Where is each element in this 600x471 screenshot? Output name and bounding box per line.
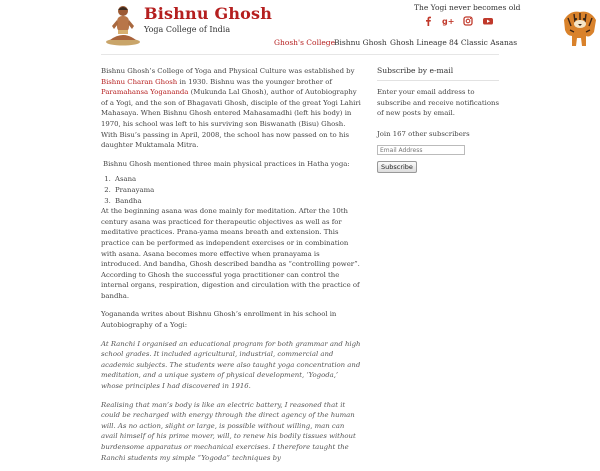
widget-description: Enter your email address to subscribe and receive notifications of new posts by email. xyxy=(377,88,499,118)
site-title[interactable]: Bishnu Ghosh xyxy=(144,4,273,23)
email-input[interactable] xyxy=(377,145,465,155)
nav-divider xyxy=(101,54,499,55)
list-item: 2. Pranayama xyxy=(113,185,362,196)
site-header xyxy=(0,0,600,54)
quote-paragraph: At Ranchi I organised an educational program for both grammar and high school grades. It included agricultural, industrial, commercial and academic subjects. The students were also taught yoga concentration and meditation, and a unique system of physical development, ‘Yogoda,’ whose principles I had discovered in 1916. xyxy=(101,339,361,391)
youtube-icon[interactable] xyxy=(481,14,495,28)
list-item: 3. Bandha xyxy=(113,196,362,207)
subscribe-button[interactable]: Subscribe xyxy=(377,161,417,173)
main-navigation xyxy=(0,38,600,52)
subscribe-widget xyxy=(377,66,499,173)
widget-title: Subscribe by e-mail xyxy=(377,66,499,81)
list-item: 1. Asana xyxy=(113,174,362,185)
article-paragraph: Yogananda writes about Bishnu Ghosh’s enrollment in his school in Autobiography of a Yogi: xyxy=(101,310,337,330)
article-paragraph: Bishnu Ghosh mentioned three main physical practices in Hatha yoga: xyxy=(103,159,350,168)
nav-84-classic-asanas[interactable]: 84 Classic Asanas xyxy=(449,38,518,47)
article-content xyxy=(101,66,362,471)
nav-ghoshs-college[interactable]: Ghosh's College xyxy=(274,38,336,47)
nav-bishnu-ghosh[interactable]: Bishnu Ghosh xyxy=(334,38,387,47)
bishnu-charan-ghosh-link[interactable]: Bishnu Charan Ghosh xyxy=(101,77,178,86)
article-paragraph: Bishnu Ghosh’s College of Yoga and Physical Culture was established by Bishnu Charan Ghosh in 1930. Bishnu was the younger brother of Paramahansa Yogananda (Mukunda Lal Ghosh), author of Autobiography of a Yogi, and the son of Bhagavati Ghosh, disciple of the great Yogi Lahiri Mahasaya. When Bishnu Ghosh entered Mahasamadhi (left his body) in 1970, his school was left to his surviving son Biswanath (Bisu) Ghosh. With Bisu’s passing in April, 2008, the school has now passed on to his daughter Muktamala Mitra. xyxy=(101,67,361,150)
google-plus-icon[interactable] xyxy=(441,14,455,28)
instagram-icon[interactable] xyxy=(461,14,475,28)
practices-list xyxy=(113,174,362,206)
nav-ghosh-lineage[interactable]: Ghosh Lineage xyxy=(390,38,447,47)
subscriber-count: Join 167 other subscribers xyxy=(377,129,470,138)
article-paragraph: At the beginning asana was done mainly for meditation. After the 10th century asana was practiced for therapeutic objectives as well as for meditative practices. Prana-yama means breath and extension. This practice can be performed as independent exercises or in combination with asana. Asana becomes more effective when pranayama is introduced. And bandha, Ghosh described bandha as “controlling power”. According to Ghosh the successful yoga practitioner can control the internal organs, respiration, digestion and circulation with the practice of bandha. xyxy=(101,207,360,300)
quote-paragraph: Realising that man’s body is like an electric battery, I reasoned that it could be recharged with energy through the direct agency of the human will. As no action, slight or large, is possible without willing, man can avail himself of his prime mover, will, to renew his bodily tissues without burdensome apparatus or mechanical exercises. I therefore taught the Ranchi students my simple “Yogoda” techniques by xyxy=(101,400,356,462)
paramahansa-yogananda-link[interactable]: Paramahansa Yogananda xyxy=(101,88,189,97)
tagline: The Yogi never becomes old xyxy=(414,3,521,12)
svg-text:g+: g+ xyxy=(442,17,455,26)
site-subtitle: Yoga College of India xyxy=(144,25,231,34)
facebook-icon[interactable] xyxy=(421,14,435,28)
